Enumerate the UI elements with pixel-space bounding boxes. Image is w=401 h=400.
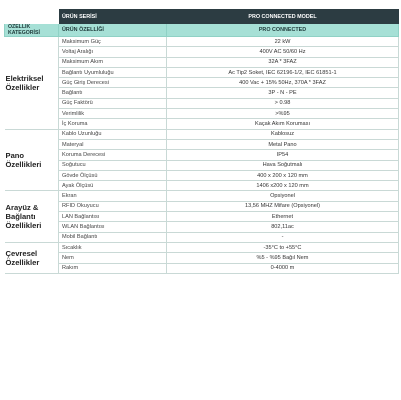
feature-cell: LAN Bağlantısı	[59, 212, 167, 222]
table-row	[5, 98, 399, 108]
value-cell: %5 - %95 Bağıl Nem	[167, 253, 399, 263]
feature-cell: Ekran	[59, 191, 167, 201]
value-cell: Metal Pano	[167, 139, 399, 149]
value-cell: > 0.98	[167, 98, 399, 108]
value-cell: 3P - N - PE	[167, 88, 399, 98]
feature-cell: Ayak Ölçüsü	[59, 181, 167, 191]
category-label: Çevresel Özellikler	[5, 242, 59, 273]
value-cell: 802,11ac	[167, 222, 399, 232]
feature-cell: İç Koruma	[59, 119, 167, 129]
table-row	[5, 242, 399, 252]
value-cell: 13,56 MHZ Mifare (Opsiyonel)	[167, 201, 399, 211]
spec-table-body	[5, 10, 399, 274]
feature-cell: Nem	[59, 253, 167, 263]
category-column-label: ÖZELLİK KATEGORİSİ	[5, 24, 59, 37]
feature-cell: Mobil Bağlantı	[59, 232, 167, 242]
feature-cell: Güç Faktörü	[59, 98, 167, 108]
category-label: Arayüz & Bağlantı Özellikleri	[5, 191, 59, 242]
value-cell: IP54	[167, 150, 399, 160]
table-row	[5, 139, 399, 149]
value-cell: 1406 x200 x 120 mm	[167, 181, 399, 191]
feature-cell: Maksimum Güç	[59, 37, 167, 47]
value-cell: 32A * 3FAZ	[167, 57, 399, 67]
feature-column-label: ÜRÜN ÖZELLİĞİ	[59, 24, 167, 37]
value-cell: Ac Tip2 Soket, IEC 62196-1/2, IEC 61851-1	[167, 67, 399, 77]
table-row	[5, 201, 399, 211]
table-row	[5, 160, 399, 170]
table-row	[5, 253, 399, 263]
value-cell: Opsiyonel	[167, 191, 399, 201]
value-cell: 400V AC 50/60 Hz	[167, 47, 399, 57]
table-row	[5, 109, 399, 119]
feature-cell: Bağlantı Uyumluluğu	[59, 67, 167, 77]
value-cell: Ethernet	[167, 212, 399, 222]
feature-cell: Maksimum Akım	[59, 57, 167, 67]
model-label: PRO CONNECTED MODEL	[167, 10, 399, 24]
table-row	[5, 37, 399, 47]
subheader-row	[5, 24, 399, 37]
spec-table-container	[4, 9, 398, 274]
value-cell: Kablosuz	[167, 129, 399, 139]
feature-cell: Soğutucu	[59, 160, 167, 170]
feature-cell: Sıcaklık	[59, 242, 167, 252]
category-label: Elektriksel Özellikler	[5, 37, 59, 130]
feature-cell: Rakım	[59, 263, 167, 273]
value-cell: -	[167, 232, 399, 242]
feature-cell: Gövde Ölçüsü	[59, 170, 167, 180]
table-row	[5, 170, 399, 180]
value-cell: 22 kW	[167, 37, 399, 47]
table-row	[5, 191, 399, 201]
table-row	[5, 181, 399, 191]
value-cell: Hava Soğutmalı	[167, 160, 399, 170]
value-column-label: PRO CONNECTED	[167, 24, 399, 37]
value-cell: 400 x 200 x 120 mm	[167, 170, 399, 180]
table-row	[5, 78, 399, 88]
header-row	[5, 10, 399, 24]
feature-cell: Koruma Derecesi	[59, 150, 167, 160]
value-cell: Kaçak Akım Koruması	[167, 119, 399, 129]
feature-cell: Materyal	[59, 139, 167, 149]
feature-cell: Kablo Uzunluğu	[59, 129, 167, 139]
feature-cell: Verimlilik	[59, 109, 167, 119]
table-row	[5, 232, 399, 242]
table-row	[5, 119, 399, 129]
table-row	[5, 67, 399, 77]
feature-cell: RFID Okuyucu	[59, 201, 167, 211]
spec-table	[4, 9, 399, 274]
table-row	[5, 129, 399, 139]
value-cell: 400 Vac + 15% 50Hz, 370A * 3FAZ	[167, 78, 399, 88]
table-row	[5, 88, 399, 98]
feature-cell: Güç Giriş Derecesi	[59, 78, 167, 88]
table-row	[5, 150, 399, 160]
table-row	[5, 47, 399, 57]
feature-cell: Bağlantı	[59, 88, 167, 98]
table-row	[5, 57, 399, 67]
header-empty-cell	[5, 10, 59, 24]
feature-cell: Voltaj Aralığı	[59, 47, 167, 57]
value-cell: >%95	[167, 109, 399, 119]
value-cell: -35°C to +55°C	[167, 242, 399, 252]
table-row	[5, 212, 399, 222]
value-cell: 0-4000 m	[167, 263, 399, 273]
series-label: ÜRÜN SERİSİ	[59, 10, 167, 24]
feature-cell: WLAN Bağlantısı	[59, 222, 167, 232]
table-row	[5, 263, 399, 273]
category-label: Pano Özellikleri	[5, 129, 59, 191]
table-row	[5, 222, 399, 232]
